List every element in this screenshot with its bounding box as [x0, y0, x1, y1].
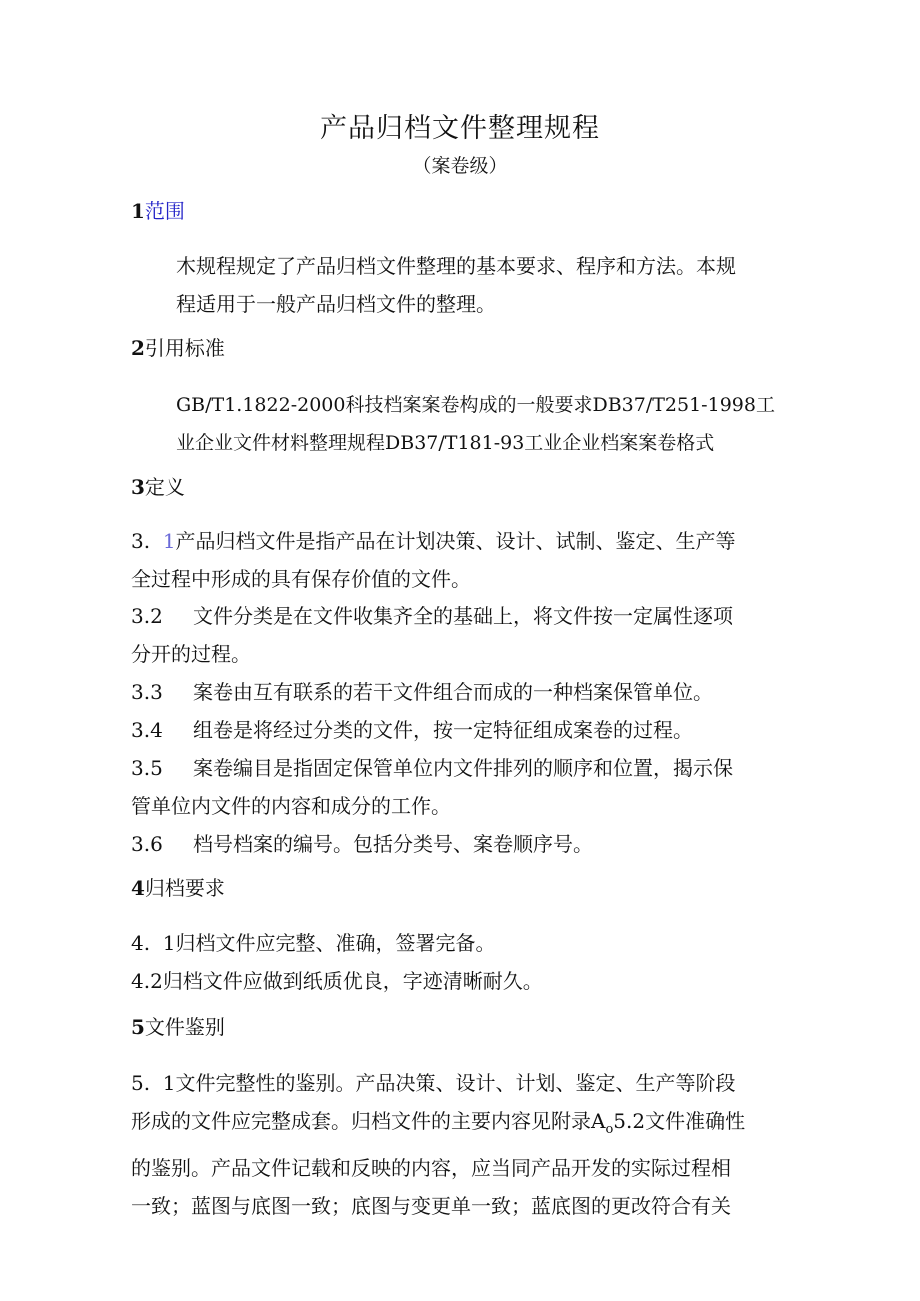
clause-number: 5. 1 [131, 1071, 176, 1095]
paragraph-line: 程适用于一般产品归档文件的整理。 [176, 292, 496, 316]
section-title: 归档要求 [144, 876, 225, 900]
definition-3-3 [131, 673, 781, 711]
section-heading-standards [131, 334, 225, 362]
section-number: 5 [131, 1015, 145, 1039]
section-heading-scope [131, 197, 185, 225]
clause-text: 文件分类是在文件收集齐全的基础上，将文件按一定属性逐项 [193, 604, 733, 628]
section-number: 3 [131, 475, 145, 499]
clause-text: 归档文件应做到纸质优良，字迹清晰耐久。 [162, 969, 543, 993]
clause-text: 归档文件应完整、准确，签署完备。 [175, 931, 496, 955]
section-number: 2 [131, 336, 145, 360]
clause-number: 3.5 [131, 756, 163, 780]
paragraph-line: 分开的过程。 [131, 642, 251, 666]
section-title: 范围 [144, 199, 185, 223]
clause-number: 3.2 [131, 604, 163, 628]
definition-3-4 [131, 711, 781, 749]
standards-paragraph [176, 386, 796, 462]
section-heading-identification [131, 1013, 225, 1041]
section-number: 1 [131, 199, 145, 223]
paragraph-line: 的鉴别。产品文件记载和反映的内容，应当同产品开发的实际过程相 [131, 1156, 731, 1180]
clause-text: 产品归档文件是指产品在计划决策、设计、试制、鉴定、生产等 [175, 529, 736, 553]
scope-paragraph [176, 247, 796, 323]
clause-text: 案卷由互有联系的若干文件组合而成的一种档案保管单位。 [193, 680, 713, 704]
section-heading-definitions [131, 473, 185, 501]
clause-number: 3.3 [131, 680, 163, 704]
clause-text: 组卷是将经过分类的文件，按一定特征组成案卷的过程。 [193, 718, 693, 742]
section-heading-requirements [131, 874, 225, 902]
paragraph-line [131, 825, 781, 863]
paragraph-line: 一致；蓝图与底图一致；底图与变更单一致；蓝底图的更改符合有关 [131, 1194, 731, 1218]
paragraph-line: 木规程规定了产品归档文件整理的基本要求、程序和方法。本规 [176, 254, 736, 278]
paragraph-line [131, 597, 781, 635]
definition-3-2 [131, 597, 781, 673]
paragraph-line: 全过程中形成的具有保存价值的文件。 [131, 567, 471, 591]
identification-paragraph [131, 1064, 781, 1225]
clause-number: 3.4 [131, 718, 163, 742]
clause-number: 3. [131, 529, 151, 553]
definition-3-1 [131, 522, 781, 598]
section-title: 文件鉴别 [144, 1015, 225, 1039]
paragraph-line [131, 749, 781, 787]
document-title: 产品归档文件整理规程 [320, 113, 600, 144]
document-subtitle: （案卷级） [412, 155, 508, 177]
paragraph-line: GB/T1.1822-2000科技档案案卷构成的一般要求DB37/T251-1998工 [176, 394, 775, 416]
clause-text: 档号档案的编号。包括分类号、案卷顺序号。 [193, 832, 593, 856]
clause-number: 4. 1 [131, 931, 176, 955]
clause-text: 5.2文件准确性 [613, 1109, 746, 1133]
paragraph-line: 管单位内文件的内容和成分的工作。 [131, 794, 451, 818]
paragraph-line [131, 1102, 781, 1149]
paragraph-line [131, 711, 781, 749]
requirements-list [131, 924, 781, 1000]
paragraph-line [131, 522, 781, 560]
section-title: 定义 [144, 475, 185, 499]
clause-text: 形成的文件应完整成套。归档文件的主要内容见附录A [131, 1109, 606, 1133]
section-title: 引用标准 [144, 336, 225, 360]
definition-3-6 [131, 825, 781, 863]
paragraph-line [131, 1064, 781, 1102]
definition-3-5 [131, 749, 781, 825]
paragraph-line: 业企业文件材料整理规程DB37/T181-93工业企业档案案卷格式 [176, 432, 715, 454]
clause-text: 文件完整性的鉴别。产品决策、设计、计划、鉴定、生产等阶段 [175, 1071, 736, 1095]
list-item [131, 962, 781, 1000]
section-number: 4 [131, 876, 145, 900]
subscript-text: o [605, 1122, 614, 1137]
clause-number-digit: 1 [162, 529, 176, 553]
clause-number: 3.6 [131, 832, 163, 856]
list-item [131, 924, 781, 962]
clause-number: 4.2 [131, 969, 163, 993]
paragraph-line [131, 673, 781, 711]
clause-text: 案卷编目是指固定保管单位内文件排列的顺序和位置，揭示保 [193, 756, 733, 780]
